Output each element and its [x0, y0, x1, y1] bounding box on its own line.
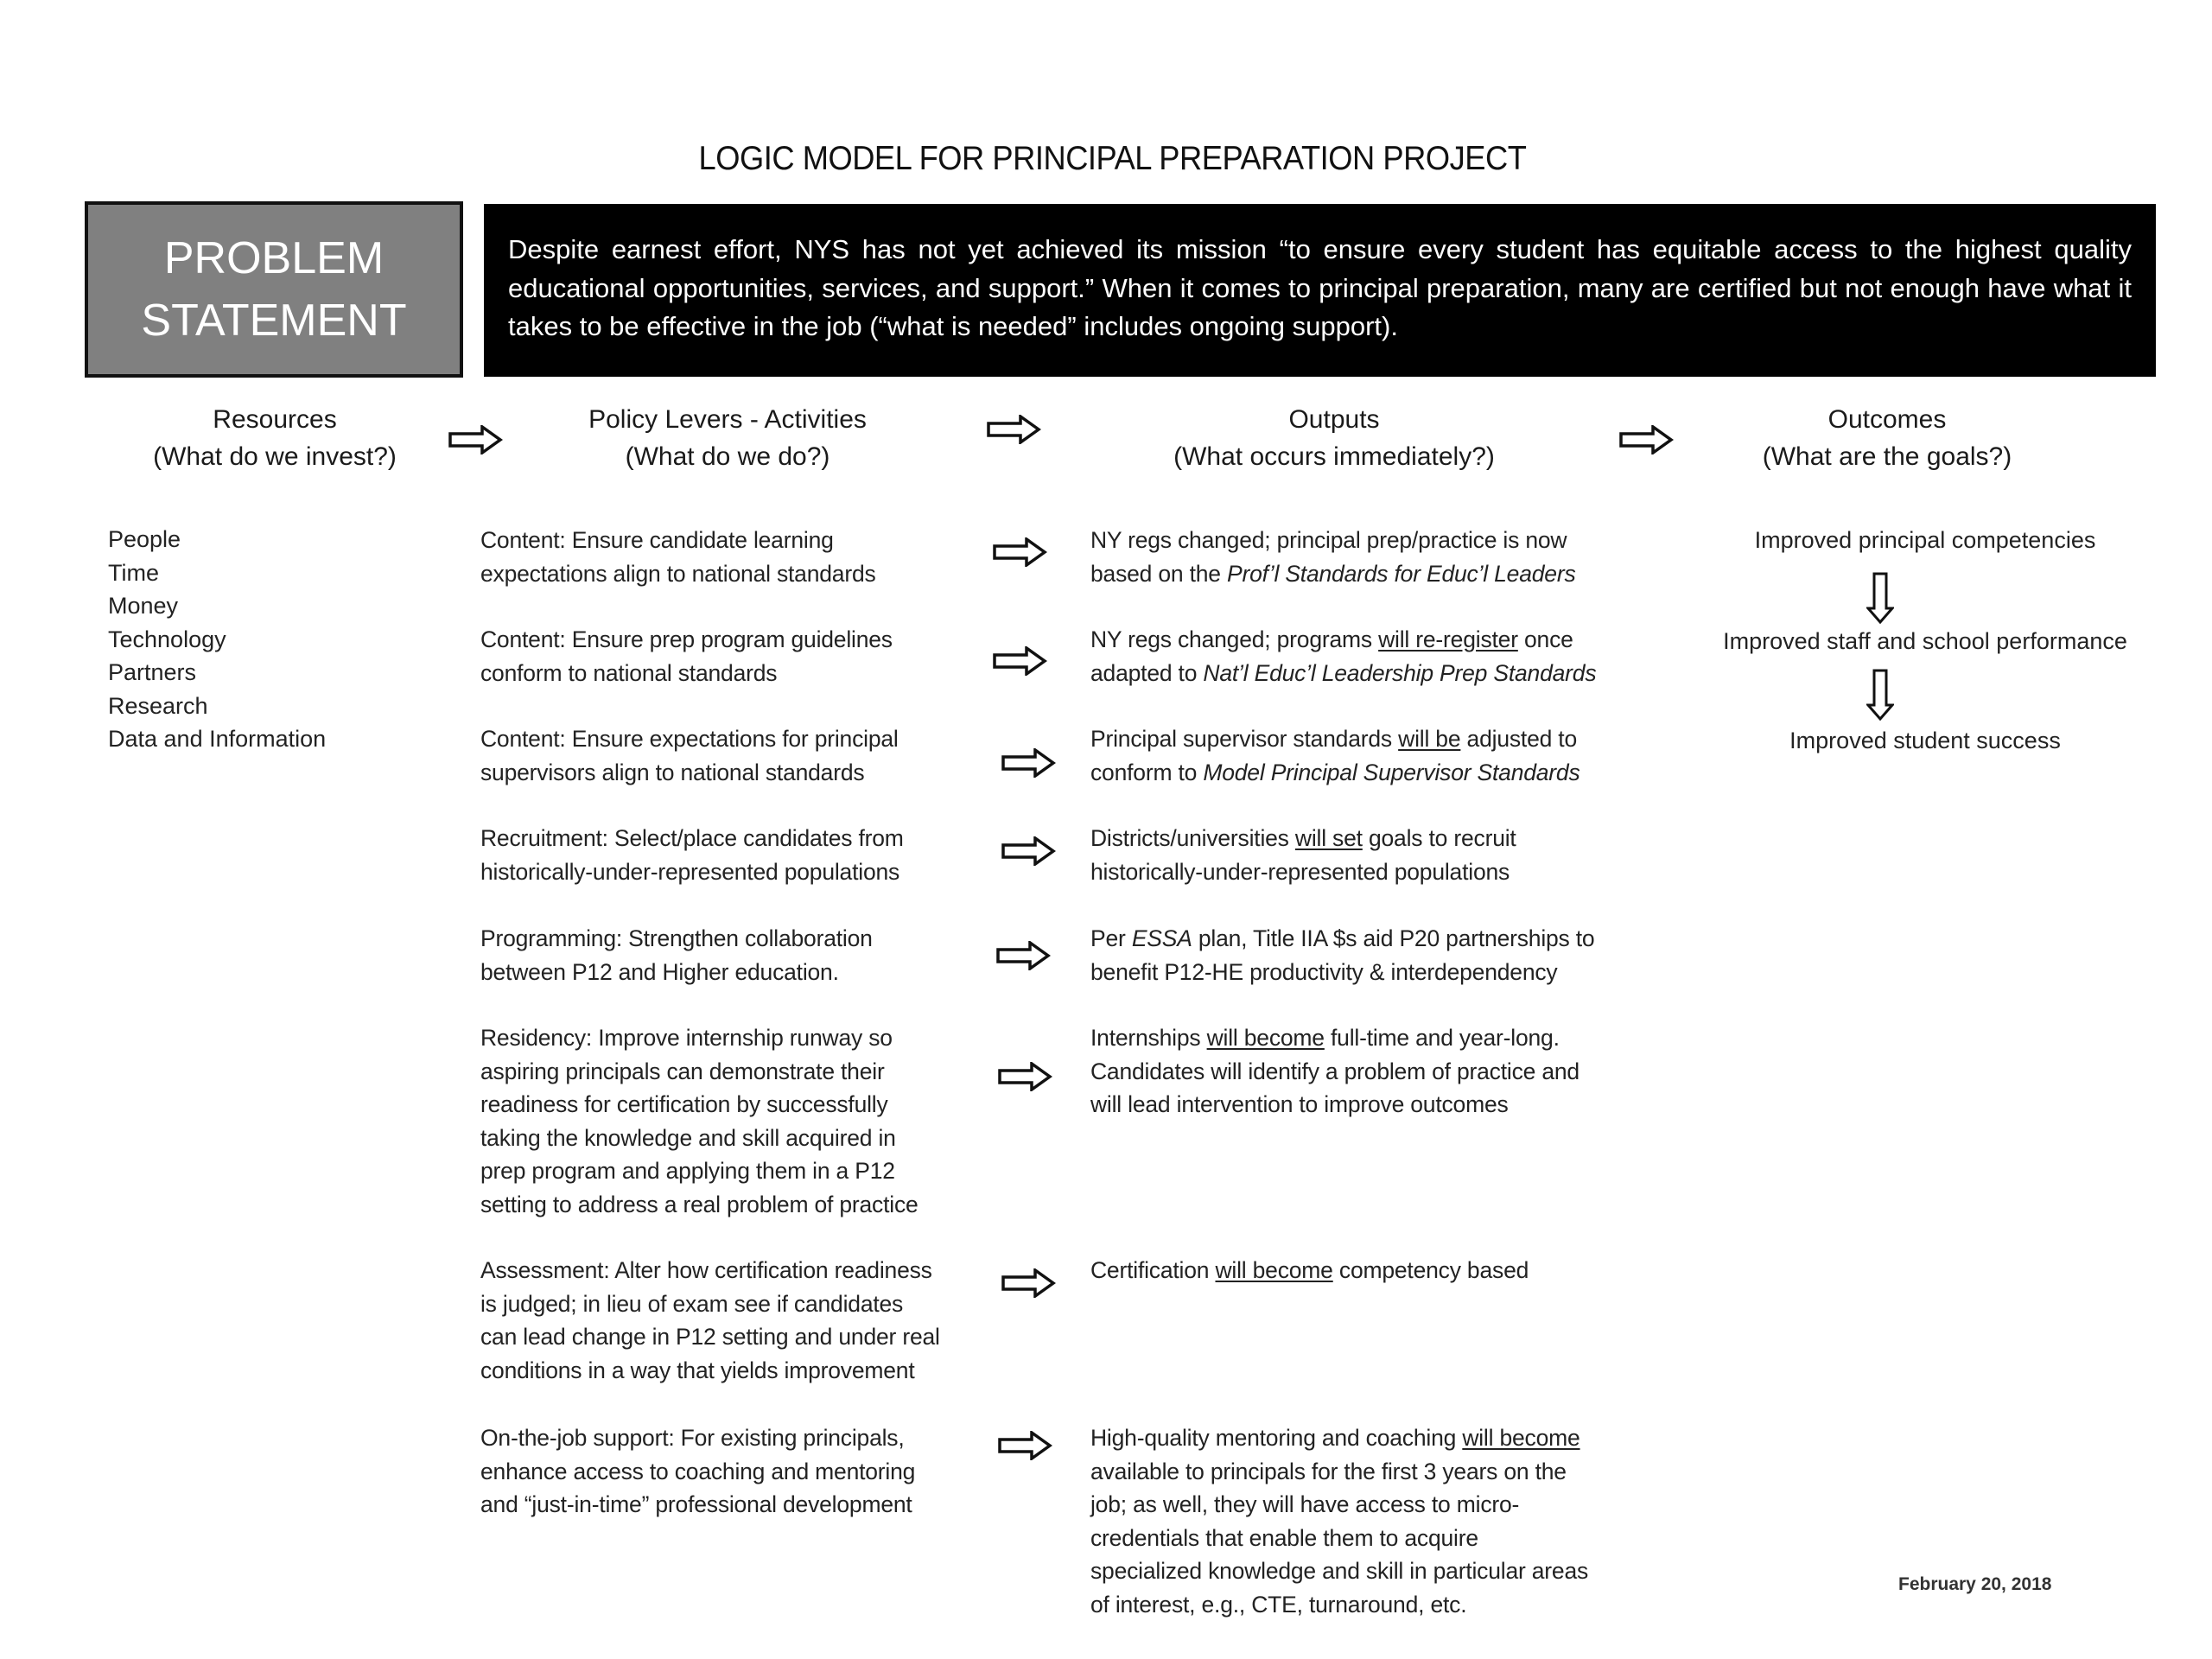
- activity-line: expectations align to national standards: [480, 560, 876, 587]
- activity-text: [480, 822, 904, 888]
- output-segment: benefit P12-HE productivity & interdependency: [1090, 958, 1558, 985]
- activity-line: taking the knowledge and skill acquired in: [480, 1124, 896, 1151]
- output-segment: Districts/universities: [1090, 825, 1295, 851]
- emphasis-underlined: will re-register: [1378, 626, 1518, 652]
- activity-line: is judged; in lieu of exam see if candidates: [480, 1290, 904, 1317]
- output-text: [1090, 822, 1516, 888]
- title-italic: Prof’l Standards for Educ’l Leaders: [1227, 560, 1576, 587]
- activity-line: historically-under-represented populations: [480, 858, 900, 885]
- right-arrow-icon: [1001, 1268, 1056, 1298]
- column-subtitle: (What are the goals?): [1762, 442, 2012, 471]
- right-arrow-icon: [1001, 748, 1056, 778]
- resource-item: People: [108, 526, 181, 552]
- column-header-activities: [555, 401, 900, 475]
- activity-text: [480, 1021, 918, 1221]
- problem-label-line2: STATEMENT: [141, 296, 407, 346]
- column-header-outcomes: [1758, 401, 2017, 475]
- output-text: [1090, 922, 1594, 988]
- output-line: [1090, 557, 1576, 591]
- activity-line: Residency: Improve internship runway so: [480, 1025, 893, 1051]
- output-text: [1090, 1254, 1529, 1287]
- activity-line: Content: Ensure candidate learning: [480, 527, 834, 553]
- column-title: Outputs: [1288, 405, 1380, 434]
- emphasis-underlined: will become: [1462, 1425, 1580, 1451]
- output-line: [1090, 657, 1596, 690]
- output-line: [1090, 1055, 1580, 1089]
- resources-list: [108, 523, 326, 756]
- output-line: [1090, 524, 1576, 557]
- output-line: [1090, 922, 1594, 956]
- emphasis-underlined: will set: [1294, 825, 1363, 851]
- activity-line: readiness for certification by successfully: [480, 1091, 888, 1117]
- output-line: [1090, 1588, 1588, 1622]
- activity-line: can lead change in P12 setting and under real: [480, 1324, 940, 1350]
- column-title: Outcomes: [1827, 405, 1947, 434]
- emphasis-underlined: will become: [1215, 1257, 1333, 1283]
- column-header-outputs: [1161, 401, 1507, 475]
- output-segment: NY regs changed; programs: [1090, 626, 1379, 652]
- resource-item: Research: [108, 692, 208, 719]
- emphasis-underlined: will be: [1398, 726, 1461, 752]
- output-line: [1090, 822, 1516, 855]
- activity-text: [480, 922, 873, 988]
- output-line: [1090, 756, 1580, 790]
- outcome-item: Improved staff and school performance: [1723, 628, 2127, 654]
- output-segment: competency based: [1332, 1257, 1529, 1283]
- output-line: [1090, 1488, 1588, 1522]
- activity-line: setting to address a real problem of practice: [480, 1191, 918, 1217]
- column-header-resources: [145, 401, 404, 475]
- output-line: [1090, 722, 1580, 756]
- column-subtitle: (What occurs immediately?): [1173, 442, 1495, 471]
- activity-line: Content: Ensure expectations for principal: [480, 726, 899, 752]
- output-segment: once: [1517, 626, 1573, 652]
- activity-line: Assessment: Alter how certification readiness: [480, 1257, 932, 1283]
- output-segment: Principal supervisor standards: [1090, 726, 1399, 752]
- down-arrow-icon: [1866, 669, 1894, 721]
- resource-item: Time: [108, 559, 159, 586]
- output-segment: of interest, e.g., CTE, turnaround, etc.: [1090, 1591, 1467, 1618]
- problem-statement-box: [484, 204, 2156, 377]
- output-line: [1090, 1554, 1588, 1588]
- right-arrow-icon: [992, 537, 1047, 567]
- activity-line: supervisors align to national standards: [480, 759, 865, 785]
- output-line: [1090, 1522, 1588, 1555]
- activity-line: aspiring principals can demonstrate their: [480, 1058, 885, 1084]
- right-arrow-icon: [1618, 425, 1674, 454]
- column-title: Policy Levers - Activities: [588, 405, 867, 434]
- output-line: [1090, 1455, 1588, 1489]
- output-segment: High-quality mentoring and coaching: [1090, 1425, 1463, 1451]
- activity-line: conditions in a way that yields improvement: [480, 1357, 915, 1383]
- output-segment: Certification: [1090, 1257, 1216, 1283]
- activity-text: [480, 1421, 915, 1522]
- output-line: [1090, 1021, 1580, 1055]
- activity-text: [480, 524, 876, 590]
- output-line: [1090, 956, 1594, 989]
- activity-line: prep program and applying them in a P12: [480, 1158, 895, 1184]
- outcome-item: Improved principal competencies: [1754, 527, 2096, 553]
- output-segment: will lead intervention to improve outcomes: [1090, 1091, 1509, 1117]
- activity-line: between P12 and Higher education.: [480, 958, 839, 985]
- activity-line: On-the-job support: For existing principals,: [480, 1425, 905, 1451]
- output-text: [1090, 1421, 1588, 1621]
- output-segment: conform to: [1090, 759, 1204, 785]
- output-text: [1090, 722, 1580, 789]
- output-segment: full-time and year-long.: [1324, 1025, 1560, 1051]
- activity-line: and “just-in-time” professional development: [480, 1491, 912, 1517]
- output-segment: job; as well, they will have access to micro-: [1090, 1491, 1520, 1517]
- activity-text: [480, 623, 893, 690]
- activity-text: [480, 1254, 940, 1387]
- output-segment: goals to recruit: [1362, 825, 1516, 851]
- activity-text: [480, 722, 899, 789]
- activity-line: Content: Ensure prep program guidelines: [480, 626, 893, 652]
- problem-label-line1: PROBLEM: [163, 233, 385, 283]
- output-line: [1090, 855, 1516, 889]
- right-arrow-icon: [997, 1062, 1052, 1091]
- resource-item: Data and Information: [108, 726, 327, 752]
- output-segment: plan, Title IIA $s aid P20 partnerships to: [1192, 925, 1595, 951]
- output-segment: adapted to: [1090, 659, 1204, 686]
- resource-item: Money: [108, 593, 179, 619]
- output-segment: available to principals for the first 3 years on the: [1090, 1458, 1567, 1484]
- right-arrow-icon: [448, 425, 503, 454]
- output-segment: credentials that enable them to acquire: [1090, 1524, 1478, 1551]
- output-segment: Candidates will identify a problem of practice and: [1090, 1058, 1580, 1084]
- problem-statement-text: Despite earnest effort, NYS has not yet achieved its mission “to ensure every student has equitable access to the highest quality educational opportunities, services, and support.” When it comes to principal preparation, many are certified but not enough have what it takes to be effective in the job (“what is needed” includes ongoing support).: [508, 234, 2132, 341]
- title-italic: ESSA: [1131, 925, 1192, 951]
- activity-line: Programming: Strengthen collaboration: [480, 925, 873, 951]
- title-italic: Nat’l Educ’l Leadership Prep Standards: [1203, 659, 1597, 686]
- title-italic: Model Principal Supervisor Standards: [1203, 759, 1580, 785]
- column-title: Resources: [213, 405, 337, 434]
- outcome-item: Improved student success: [1789, 728, 2061, 753]
- output-line: [1090, 623, 1596, 657]
- activity-line: Recruitment: Select/place candidates from: [480, 825, 904, 851]
- output-segment: Per: [1090, 925, 1132, 951]
- output-segment: Internships: [1090, 1025, 1207, 1051]
- output-text: [1090, 623, 1596, 690]
- document-date: February 20, 2018: [1898, 1574, 2052, 1594]
- output-line: [1090, 1254, 1529, 1287]
- down-arrow-icon: [1866, 572, 1894, 624]
- output-segment: adjusted to: [1460, 726, 1578, 752]
- problem-statement-label: [85, 201, 463, 378]
- output-segment: specialized knowledge and skill in particular areas: [1090, 1558, 1589, 1584]
- right-arrow-icon: [986, 415, 1041, 444]
- page-title: LOGIC MODEL FOR PRINCIPAL PREPARATION PROJECT: [698, 140, 1527, 177]
- right-arrow-icon: [995, 941, 1051, 970]
- activity-line: conform to national standards: [480, 659, 778, 686]
- output-segment: NY regs changed; principal prep/practice is now: [1090, 527, 1567, 553]
- right-arrow-icon: [997, 1431, 1052, 1460]
- column-subtitle: (What do we invest?): [153, 442, 397, 471]
- output-segment: based on the: [1090, 560, 1228, 587]
- right-arrow-icon: [1001, 836, 1056, 866]
- resource-item: Partners: [108, 659, 197, 685]
- right-arrow-icon: [992, 646, 1047, 676]
- activity-line: enhance access to coaching and mentoring: [480, 1458, 916, 1484]
- column-subtitle: (What do we do?): [625, 442, 830, 471]
- resource-item: Technology: [108, 626, 226, 652]
- output-segment: historically-under-represented populations: [1090, 858, 1510, 885]
- output-text: [1090, 1021, 1580, 1122]
- output-text: [1090, 524, 1576, 590]
- output-line: [1090, 1421, 1588, 1455]
- emphasis-underlined: will become: [1206, 1025, 1325, 1051]
- output-line: [1090, 1088, 1580, 1122]
